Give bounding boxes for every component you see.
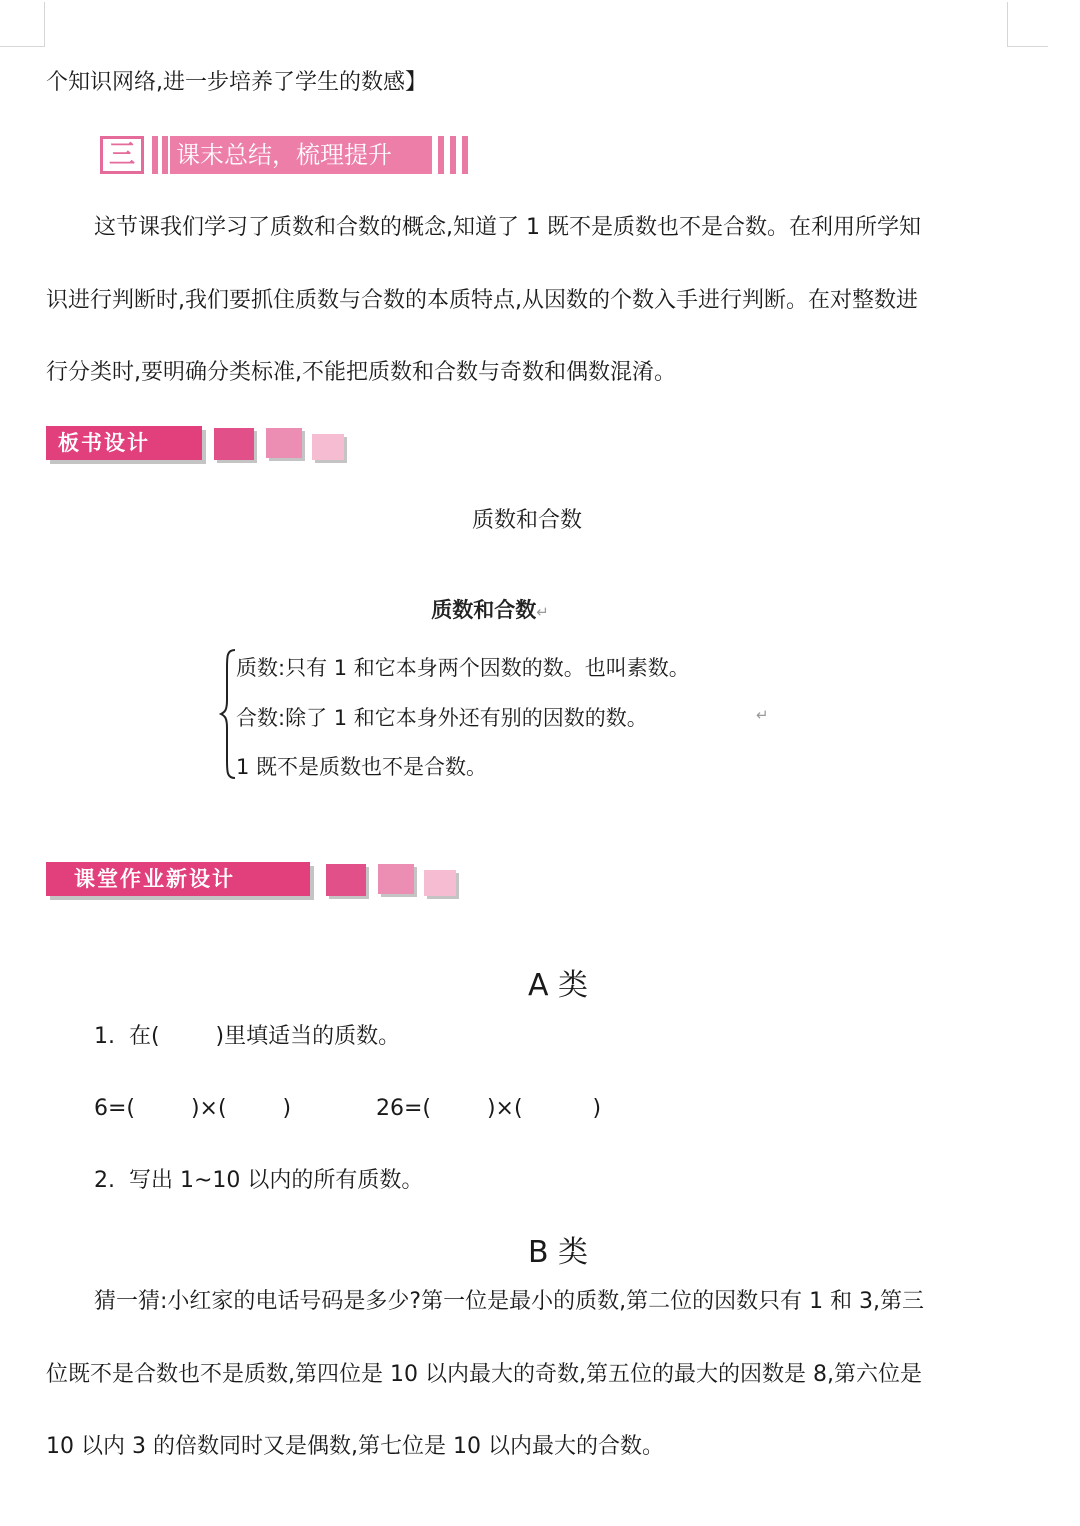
summary-line-3: 行分类时,要明确分类标准,不能把质数和合数与奇数和偶数混淆。	[46, 360, 676, 385]
question-1-equation-2: 26=( )×( )	[376, 1096, 602, 1121]
board-subtitle-text: 质数和合数	[431, 598, 537, 622]
riddle-line-1: 猜一猜:小红家的电话号码是多少?第一位是最小的质数,第二位的因数只有 1 和 3,第三	[94, 1289, 925, 1314]
category-a-title: A 类	[527, 968, 589, 1003]
tag-square	[266, 428, 302, 458]
summary-line-2: 识进行判断时,我们要抓住质数与合数的本质特点,从因数的个数入手进行判断。在对整数进	[46, 288, 918, 313]
board-item-prime: 质数:只有 1 和它本身两个因数的数。也叫素数。	[236, 656, 690, 680]
banner-stripe	[152, 136, 158, 174]
board-subtitle	[0, 594, 980, 624]
tag-square	[378, 864, 414, 894]
page-corner-mark-right	[1007, 2, 1048, 47]
banner-stripe	[438, 136, 444, 174]
return-mark: ↵	[756, 706, 769, 724]
board-design-label: 板书设计	[46, 426, 202, 460]
homework-design-label: 课堂作业新设计	[46, 862, 310, 896]
riddle-line-2: 位既不是合数也不是质数,第四位是 10 以内最大的奇数,第五位的最大的因数是 8,第六位是	[46, 1362, 922, 1387]
curly-brace-icon	[219, 648, 237, 780]
section-title: 课末总结，梳理提升	[170, 136, 432, 174]
question-1: 1. 在( )里填适当的质数。	[94, 1024, 401, 1049]
tag-square	[326, 864, 366, 896]
board-item-one: 1 既不是质数也不是合数。	[236, 755, 488, 779]
page-corner-mark-left	[0, 2, 45, 47]
banner-stripe	[462, 136, 468, 174]
category-b-title: B 类	[527, 1235, 589, 1270]
intro-tail-text: 个知识网络,进一步培养了学生的数感】	[46, 70, 427, 95]
tag-square	[312, 434, 344, 460]
section-number: 三	[100, 136, 144, 174]
question-2: 2. 写出 1~10 以内的所有质数。	[94, 1168, 424, 1193]
summary-line-1: 这节课我们学习了质数和合数的概念,知道了 1 既不是质数也不是合数。在利用所学知	[94, 215, 921, 240]
banner-stripe	[162, 136, 168, 174]
banner-stripe	[450, 136, 456, 174]
tag-square	[214, 428, 254, 460]
board-title: 质数和合数	[471, 508, 582, 533]
board-item-composite: 合数:除了 1 和它本身外还有别的因数的数。	[236, 706, 648, 730]
tag-square	[424, 870, 456, 896]
question-1-equation-1: 6=( )×( )	[94, 1096, 292, 1121]
return-mark: ↵	[536, 603, 549, 621]
riddle-line-3: 10 以内 3 的倍数同时又是偶数,第七位是 10 以内最大的合数。	[46, 1434, 664, 1459]
